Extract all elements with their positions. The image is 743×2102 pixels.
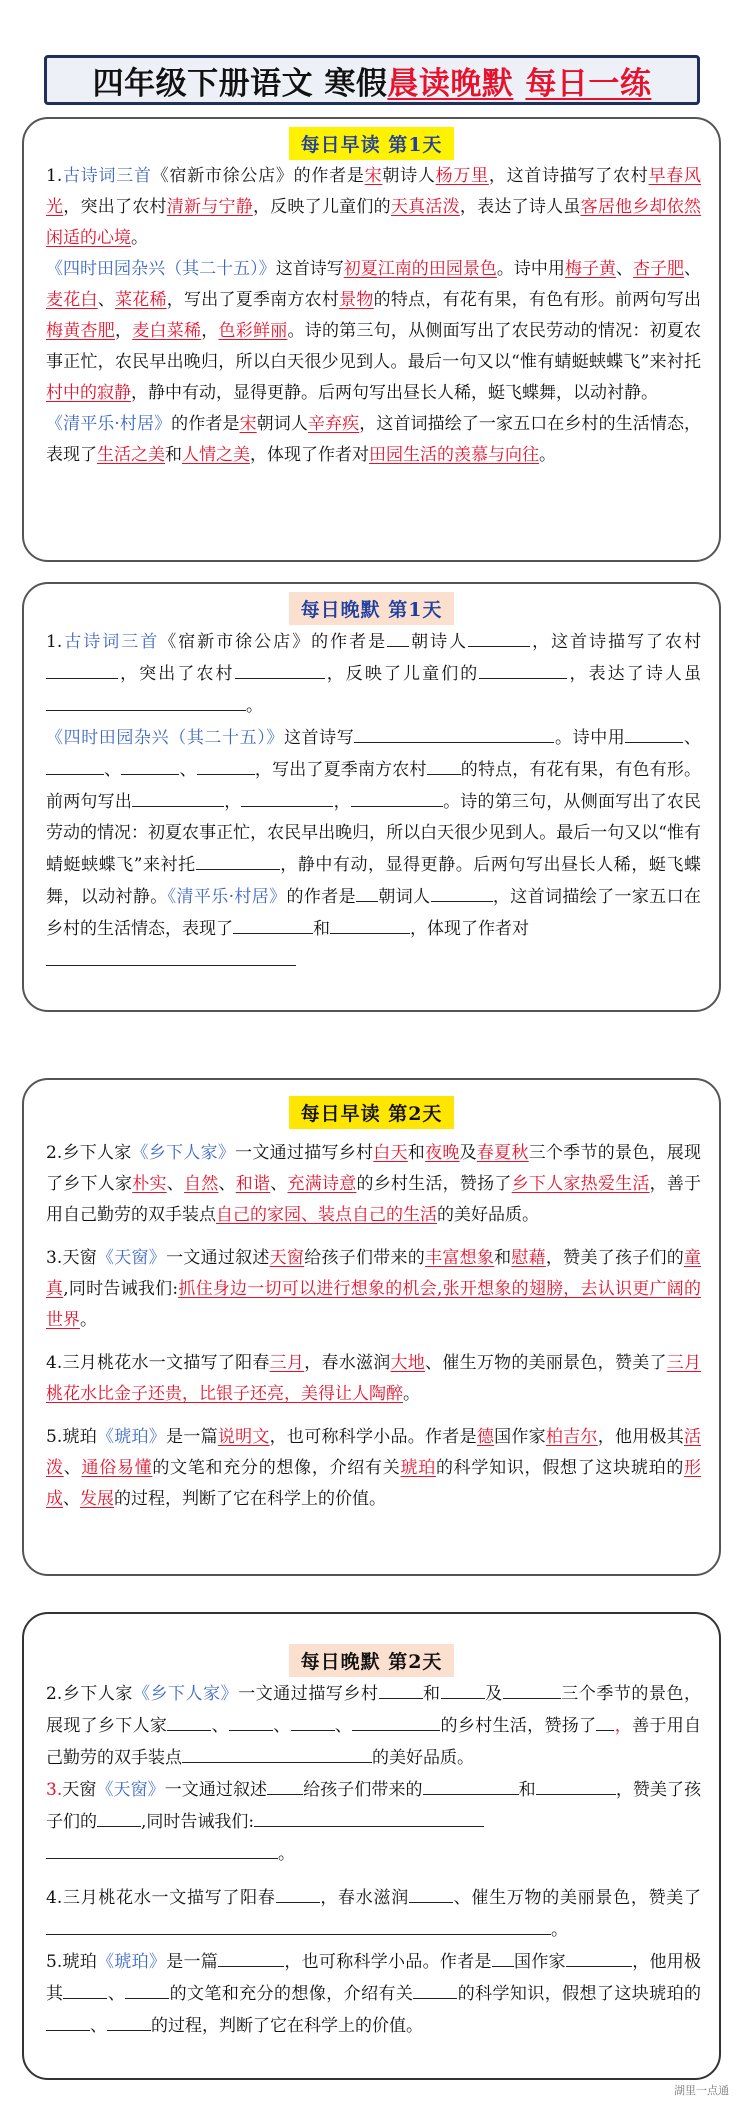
- answer-blank: [125, 1978, 169, 1999]
- text-segment: 1.: [46, 166, 63, 186]
- answer-blank: [409, 1882, 453, 1903]
- text-segment: 5.琥珀: [46, 1952, 98, 1972]
- text-segment: ,同时告诫我们:: [63, 1279, 179, 1299]
- text-segment: ，也可称科学小品。作者是: [284, 1952, 492, 1972]
- text-segment: 和: [165, 445, 182, 465]
- section-title: 每日晚默 第2天: [289, 1644, 455, 1677]
- text-segment: 、: [683, 728, 702, 748]
- text-segment: 是一篇: [166, 1427, 218, 1447]
- text-segment: 。: [403, 1384, 420, 1404]
- text-segment: 朝词人: [256, 414, 308, 434]
- section-title: 每日晚默 第1天: [289, 592, 455, 625]
- text-segment: 柏吉尔: [545, 1427, 598, 1447]
- text-segment: 、: [63, 1489, 80, 1509]
- answer-blank: [121, 754, 179, 775]
- text-segment: 《琥珀》: [97, 1427, 167, 1447]
- text-segment: 。诗的第三句，从侧面写出了农民劳动的情况：初夏农事正忙，农民早出晚归，所以白天很少见到人。最后一句又以“惟有蜻蜓蛱蝶飞”来衬托: [46, 321, 702, 372]
- section-content: [46, 626, 701, 977]
- text-segment: 杨万里: [435, 166, 489, 186]
- text-segment: 一文通过叙述: [166, 1248, 270, 1268]
- text-segment: 初夏江南的田园景色: [343, 259, 497, 279]
- text-segment: ，: [201, 321, 219, 341]
- section-content: [46, 161, 701, 471]
- text-segment: 色彩鲜丽: [218, 321, 288, 341]
- text-segment: 3.天窗: [46, 1248, 98, 1268]
- text-segment: ，突出了农村: [63, 197, 167, 217]
- text-segment: 朝诗人: [382, 166, 436, 186]
- text-segment: 《天窗》: [96, 1780, 165, 1800]
- text-segment: 、: [97, 290, 115, 310]
- text-segment: ，反映了儿童们的: [324, 664, 480, 684]
- section-title: 每日早读 第2天: [289, 1096, 455, 1129]
- answer-blank: [46, 658, 118, 679]
- text-segment: 人情之美: [182, 445, 250, 465]
- text-segment: 菜花稀: [114, 290, 167, 310]
- section-title-wrap: [24, 1096, 719, 1129]
- text-segment: 自己的家园、装点自己的生活: [216, 1205, 437, 1225]
- answer-blank: [625, 722, 683, 743]
- text-segment: 的美好品质。: [437, 1205, 539, 1225]
- page-title: [44, 55, 700, 105]
- text-segment: 。: [551, 1920, 568, 1940]
- text-segment: 。: [539, 445, 556, 465]
- answer-blank: [167, 1710, 211, 1731]
- text-segment: 《琥珀》: [97, 1952, 167, 1972]
- text-segment: 《四时田园杂兴（其二十五）》: [46, 728, 284, 748]
- text-segment: ，他用极其: [46, 1952, 702, 2004]
- answer-blank: [276, 1882, 320, 1903]
- answer-blank: [536, 1774, 616, 1795]
- text-segment: 夜晚: [425, 1143, 460, 1163]
- text-segment: 1.: [46, 632, 63, 652]
- text-segment: ，写出了夏季南方农村: [254, 760, 427, 780]
- text-segment: 给孩子们带来的: [303, 1780, 423, 1800]
- text-segment: 。: [246, 696, 263, 716]
- answer-blank: [492, 1946, 514, 1967]
- text-segment: 田园生活的羡慕与向往: [369, 445, 539, 465]
- text-segment: ，春水滋润: [319, 1888, 409, 1908]
- text-segment: 、: [166, 1174, 184, 1194]
- text-segment: 和谐: [235, 1174, 271, 1194]
- answer-blank: [218, 1946, 284, 1967]
- text-segment: 和: [494, 1248, 512, 1268]
- text-segment: 、: [615, 259, 633, 279]
- text-segment: 3.: [46, 1780, 63, 1800]
- text-segment: 4.三月桃花水一文描写了阳春: [46, 1888, 276, 1908]
- answer-blank: [413, 1978, 457, 1999]
- text-segment: 。: [278, 1844, 295, 1864]
- paragraph-3: [46, 1882, 701, 1946]
- text-segment: 的科学知识，假想了这块琥珀的: [457, 1984, 701, 2004]
- paragraph-3: [46, 1348, 701, 1410]
- text-segment: 生活之美: [97, 445, 165, 465]
- answer-blank: [423, 1774, 519, 1795]
- text-segment: ，突出了农村: [118, 664, 235, 684]
- text-segment: 《天窗》: [97, 1248, 167, 1268]
- section-evening-dictation-day1: [22, 582, 721, 1012]
- text-segment: 《清平乐·村居》: [46, 414, 172, 434]
- section-title-wrap: [24, 127, 719, 160]
- text-segment: 天窗: [269, 1248, 305, 1268]
- answer-blank: [196, 849, 280, 870]
- answer-blank: [235, 658, 325, 679]
- text-segment: ，反映了儿童们的: [252, 197, 391, 217]
- text-segment: 活泼: [46, 1427, 702, 1478]
- text-segment: 2.乡下人家: [46, 1684, 133, 1704]
- text-segment: 抓住身边一切可以进行想象的机会,张开想象的翅膀，去认识更广阔的世界: [46, 1279, 701, 1330]
- text-segment: 的特点，有花有果，有色有形。前两句写出: [46, 760, 702, 812]
- text-segment: 童真: [46, 1248, 702, 1299]
- title-part-red-2: 每日一练: [525, 65, 652, 102]
- section-content: [46, 1678, 701, 2042]
- text-segment: 一文通过描写乡村: [235, 1143, 374, 1163]
- text-segment: 发展: [80, 1489, 114, 1509]
- text-segment: 的乡村生活，赞扬了: [356, 1174, 512, 1194]
- answer-blank: [479, 658, 567, 679]
- text-segment: 的过程，判断了它在科学上的价值。: [151, 2016, 423, 2036]
- answer-blank: [352, 1710, 440, 1731]
- section-title-wrap: [24, 592, 719, 625]
- answer-blank: [229, 1710, 273, 1731]
- paragraph-4: [46, 1422, 701, 1515]
- answer-blank: [330, 913, 410, 934]
- text-segment: 的美好品质。: [372, 1748, 474, 1768]
- text-segment: ，表达了诗人虽: [459, 197, 581, 217]
- text-segment: 村中的寂静: [46, 383, 131, 403]
- title-part-black: 四年级下册语文 寒假: [92, 65, 388, 102]
- text-segment: 天真活泼: [390, 197, 460, 217]
- answer-blank: [107, 2010, 151, 2031]
- section-morning-reading-day2: [22, 1078, 721, 1576]
- text-segment: ，写出了夏季南方农村: [166, 290, 340, 310]
- answer-blank: [182, 1742, 372, 1763]
- text-segment: 自然: [183, 1174, 219, 1194]
- answer-blank: [46, 1914, 551, 1935]
- title-part-red-1: 晨读晚默: [387, 65, 514, 102]
- text-segment: 宋: [239, 414, 257, 434]
- text-segment: ，他用极其: [597, 1427, 685, 1447]
- text-segment: ，赞美了孩子们的: [46, 1780, 702, 1832]
- text-segment: 。诗中用: [496, 259, 565, 279]
- text-segment: 、: [684, 259, 702, 279]
- text-segment: ，静中有动，显得更静。后两句写出昼长人稀，蜓飞蝶舞，以动衬静。: [131, 383, 658, 403]
- text-segment: 的特点，有花有果，有色有形。前两句写出: [373, 290, 702, 310]
- text-segment: 早春风光: [46, 166, 702, 217]
- answer-blank: [267, 1774, 303, 1795]
- text-segment: 4.三月桃花水一文描写了阳春: [46, 1353, 270, 1373]
- answer-blank: [468, 626, 530, 647]
- text-segment: 《乡下人家》: [132, 1684, 239, 1704]
- text-segment: 、: [334, 1716, 353, 1736]
- text-segment: 形成: [46, 1458, 702, 1509]
- text-segment: 德: [476, 1427, 495, 1447]
- text-segment: 白天: [373, 1143, 408, 1163]
- text-segment: ，这首诗描写了农村: [488, 166, 649, 186]
- text-segment: ，这首词描绘了一家五口在乡村的生活情态，表现了: [46, 887, 702, 939]
- text-segment: 的文笔和充分的想像，介绍有关: [152, 1458, 401, 1478]
- text-segment: 说明文: [217, 1427, 270, 1447]
- section-title: 每日早读 第1天: [289, 127, 455, 160]
- paragraph-2: [46, 1243, 701, 1336]
- text-segment: 三个季节的景色，展现了乡下人家: [46, 1684, 702, 1736]
- text-segment: ，体现了作者对: [250, 445, 369, 465]
- text-segment: ，也可称科学小品。作者是: [269, 1427, 477, 1447]
- answer-blank: [354, 722, 554, 743]
- text-segment: 、催生万物的美丽景色，赞美了: [425, 1353, 667, 1373]
- answer-blank: [197, 754, 255, 775]
- text-segment: 和: [313, 919, 330, 939]
- text-segment: 杏子肥: [633, 259, 685, 279]
- text-segment: ，静中有动，显得更静。后两句写出昼长人稀，蜓飞蝶舞，以动衬静。: [46, 855, 701, 907]
- text-segment: 充满诗意: [287, 1174, 357, 1194]
- answer-blank: [254, 1806, 484, 1827]
- text-segment: 《乡下人家》: [131, 1143, 236, 1163]
- text-segment: ，: [224, 792, 242, 812]
- answer-blank: [503, 1678, 561, 1699]
- text-segment: 这首诗写: [283, 728, 355, 748]
- text-segment: ，: [614, 1716, 633, 1736]
- text-segment: 朝诗人: [409, 632, 469, 652]
- text-segment: 5.琥珀: [46, 1427, 98, 1447]
- text-segment: 朴实: [132, 1174, 167, 1194]
- text-segment: 的乡村生活，赞扬了: [440, 1716, 597, 1736]
- paragraph-1: [46, 161, 701, 254]
- text-segment: 景物: [339, 290, 374, 310]
- text-segment: 及: [484, 1684, 503, 1704]
- text-segment: 的过程，判断了它在科学上的价值。: [114, 1489, 386, 1509]
- text-segment: 、催生万物的美丽景色，赞美了: [452, 1888, 702, 1908]
- text-segment: ，春水滋润: [304, 1353, 391, 1373]
- text-segment: 乡下人家热爱生活: [511, 1174, 650, 1194]
- text-segment: 和: [422, 1684, 441, 1704]
- text-segment: 的科学知识，假想了这块琥珀的: [435, 1458, 685, 1478]
- text-segment: 这首诗写: [275, 259, 344, 279]
- section-title-wrap: [24, 1644, 719, 1677]
- text-segment: 是一篇: [166, 1952, 219, 1972]
- text-segment: 。: [80, 1310, 97, 1330]
- text-segment: ，这首诗描写了农村: [530, 632, 702, 652]
- answer-blank: [46, 1838, 278, 1859]
- answer-blank: [291, 1710, 335, 1731]
- text-segment: 、: [104, 760, 122, 780]
- section-content: [46, 1138, 701, 1515]
- paragraph-1: [46, 626, 701, 722]
- watermark-text: 湖里一点通: [674, 2084, 729, 2097]
- text-segment: 、: [218, 1174, 236, 1194]
- answer-blank: [441, 1678, 485, 1699]
- text-segment: 、: [63, 1458, 82, 1478]
- text-segment: 善于用自己勤劳的双手装点: [46, 1716, 702, 1768]
- answer-blank: [379, 1678, 423, 1699]
- text-segment: ，: [114, 321, 133, 341]
- text-segment: 《宿新市徐公店》的作者是: [151, 166, 365, 186]
- text-segment: 通俗易懂: [81, 1458, 153, 1478]
- text-segment: ,同时告诫我们:: [141, 1812, 255, 1832]
- answer-blank: [387, 626, 409, 647]
- text-segment: 朝词人: [378, 887, 431, 907]
- text-segment: 的作者是: [286, 887, 357, 907]
- text-segment: 梅黄杏肥: [46, 321, 115, 341]
- text-segment: 、: [90, 2016, 107, 2036]
- text-segment: 国作家: [513, 1952, 566, 1972]
- text-segment: 、: [179, 760, 197, 780]
- answer-blank: [596, 1710, 614, 1731]
- text-segment: 慰藉: [511, 1248, 546, 1268]
- text-segment: 《四时田园杂兴（其二十五）》: [46, 259, 276, 279]
- text-segment: 一文通过描写乡村: [238, 1684, 379, 1704]
- paragraph-1: [46, 1138, 701, 1231]
- text-segment: 和: [518, 1780, 536, 1800]
- text-segment: 麦花白: [46, 290, 98, 310]
- answer-blank: [46, 2010, 90, 2031]
- text-segment: 客居他乡却依然闲适的心境: [46, 197, 702, 248]
- text-segment: 麦白菜稀: [132, 321, 202, 341]
- text-segment: 、: [211, 1716, 229, 1736]
- paragraph-2: [46, 1774, 701, 1870]
- text-segment: 一文通过叙述: [164, 1780, 268, 1800]
- text-segment: 春夏秋: [476, 1143, 529, 1163]
- text-segment: 琥珀: [400, 1458, 436, 1478]
- text-segment: 丰富想象: [425, 1248, 495, 1268]
- text-segment: 及: [459, 1143, 477, 1163]
- answer-blank: [46, 754, 104, 775]
- text-segment: 天窗: [62, 1780, 97, 1800]
- text-segment: 大地: [390, 1353, 426, 1373]
- text-segment: ，表达了诗人虽: [567, 664, 702, 684]
- paragraph-2: [46, 254, 701, 409]
- text-segment: 古诗词三首: [62, 166, 152, 186]
- answer-blank: [63, 1978, 107, 1999]
- text-segment: 和: [407, 1143, 426, 1163]
- section-evening-dictation-day2: [22, 1612, 721, 2080]
- paragraph-1: [46, 1678, 701, 1774]
- text-segment: ，这首词描绘了一家五口在乡村的生活情态，表现了: [46, 414, 702, 465]
- text-segment: 、: [270, 1174, 288, 1194]
- answer-blank: [241, 786, 333, 807]
- answer-blank: [566, 1946, 632, 1967]
- text-segment: ，赞美了孩子们的: [545, 1248, 685, 1268]
- text-segment: 的文笔和充分的想像，介绍有关: [169, 1984, 414, 2004]
- text-segment: 《清平乐·村居》: [167, 887, 287, 907]
- answer-blank: [356, 881, 378, 902]
- paragraph-3: [46, 409, 701, 471]
- text-segment: 宋: [364, 166, 383, 186]
- text-segment: 给孩子们带来的: [304, 1248, 426, 1268]
- text-segment: 三月: [269, 1353, 305, 1373]
- answer-blank: [233, 913, 313, 934]
- section-morning-reading-day1: [22, 117, 721, 562]
- answer-blank: [46, 945, 296, 966]
- text-segment: 国作家: [494, 1427, 546, 1447]
- answer-blank: [132, 786, 224, 807]
- text-segment: 清新与宁静: [166, 197, 253, 217]
- text-segment: 梅子黄: [564, 259, 616, 279]
- text-segment: 三个季节的景色，展现了乡下人家: [46, 1143, 702, 1194]
- text-segment: 、: [272, 1716, 291, 1736]
- text-segment: 。诗的第三句，从侧面写出了农民劳动的情况：初夏农事正忙，农民早出晚归，所以白天很少见到人。最后一句又以“惟有蜻蜓蛱蝶飞”来衬托: [46, 792, 702, 875]
- answer-blank: [351, 786, 443, 807]
- text-segment: 古诗词三首: [62, 632, 160, 652]
- text-segment: ，善于用自己勤劳的双手装点: [46, 1174, 702, 1225]
- text-segment: 《宿新市徐公店》的作者是: [159, 632, 388, 652]
- answer-blank: [97, 1806, 141, 1827]
- text-segment: 辛弃疾: [307, 414, 360, 434]
- text-segment: 的作者是: [171, 414, 240, 434]
- text-segment: 、: [107, 1984, 126, 2004]
- text-segment: 三月桃花水比金子还贵，比银子还亮，美得让人陶醉: [46, 1353, 702, 1404]
- answer-blank: [431, 881, 493, 902]
- answer-blank: [427, 754, 461, 775]
- text-segment: 。: [131, 228, 148, 248]
- answer-blank: [46, 690, 246, 711]
- paragraph-4: [46, 1946, 701, 2042]
- text-segment: ，体现了作者对: [410, 919, 529, 939]
- text-segment: 2.乡下人家: [46, 1143, 132, 1163]
- text-segment: 。诗中用: [554, 728, 626, 748]
- paragraph-2: [46, 722, 701, 977]
- text-segment: ，: [333, 792, 351, 812]
